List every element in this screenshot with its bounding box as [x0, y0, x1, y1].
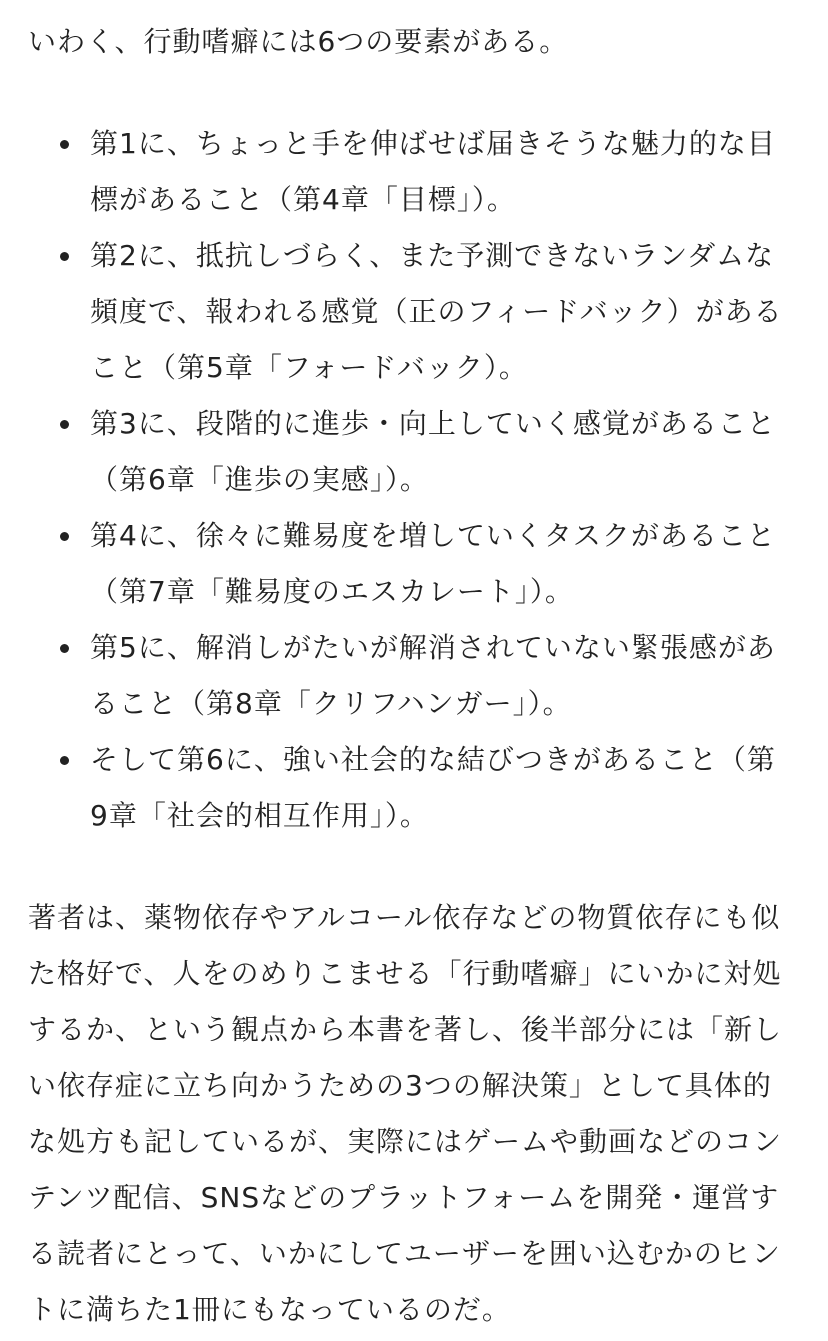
closing-paragraph: 著者は、薬物依存やアルコール依存などの物質依存にも似た格好で、人をのめりこませる「行動嗜癖」にいかに対処するか、という観点から本書を著し、後半部分には「新しい依存症に立ち向かうための3つの解決策」として具体的な処方も記しているが、実際にはゲームや動画などのコンテンツ配信、SNSなどのプラットフォームを開発・運営する読者にとって、いかにしてユーザーを囲い込むかのヒントに満ちた1冊にもなっているのだ。	[28, 901, 783, 1326]
list-item-text: そして第6に、強い社会的な結びつきがあること（第9章「社会的相互作用」）。	[90, 743, 776, 832]
list-item-text: 第2に、抵抗しづらく、また予測できないランダムな頻度で、報われる感覚（正のフィードバック）があること（第5章「フォードバック）。	[90, 239, 783, 384]
bullet-icon	[60, 532, 69, 541]
list-item	[28, 732, 788, 844]
bullet-icon	[60, 644, 69, 653]
list-item	[28, 116, 788, 228]
list-item-text: 第1に、ちょっと手を伸ばせば届きそうな魅力的な目標があること（第4章「目標」）。	[90, 127, 776, 216]
bullet-icon	[60, 140, 69, 149]
bullet-icon	[60, 420, 69, 429]
list-item	[28, 620, 788, 732]
list-item-text: 第5に、解消しがたいが解消されていない緊張感があること（第8章「クリフハンガー」）。	[90, 631, 776, 720]
list-item	[28, 228, 788, 396]
list-item-text: 第3に、段階的に進歩・向上していく感覚があること（第6章「進歩の実感」）。	[90, 407, 776, 496]
list-item-text: 第4に、徐々に難易度を増していくタスクがあること（第7章「難易度のエスカレート」）。	[90, 519, 776, 608]
intro-paragraph: いわく、行動嗜癖には6つの要素がある。	[28, 25, 569, 58]
bullet-icon	[60, 252, 69, 261]
list-item	[28, 508, 788, 620]
elements-list	[28, 116, 788, 844]
list-item	[28, 396, 788, 508]
bullet-icon	[60, 756, 69, 765]
